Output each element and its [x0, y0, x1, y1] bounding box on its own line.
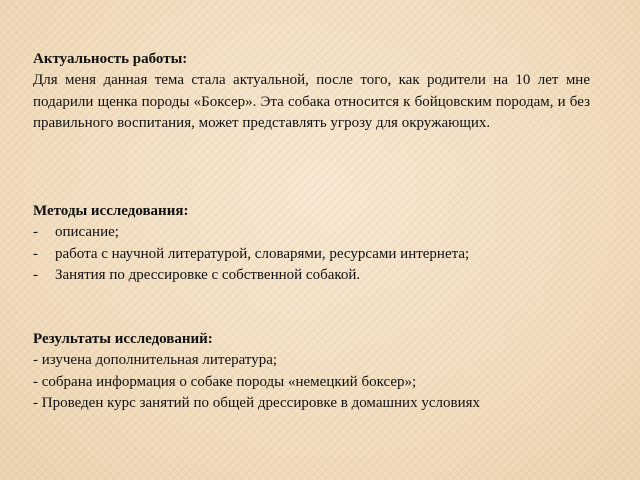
list-item — [33, 244, 590, 266]
relevance-text: Для меня данная тема стала актуальной, после того, как родители на 10 лет мне подарили щенка породы «Боксер». Эта собака относится к бойцовским породам, и без правильного воспитания, может представлять угрозу для окружающих. — [33, 72, 590, 131]
list-item — [33, 265, 590, 287]
slide-content — [33, 0, 590, 480]
methods-item-text: описание; — [55, 224, 119, 240]
results-item: - собрана информация о собаке породы «немецкий боксер»; — [33, 373, 417, 390]
list-item — [33, 222, 590, 244]
bullet-dash: - — [33, 224, 38, 240]
relevance-heading: Актуальность работы: — [33, 51, 188, 67]
bullet-dash: - — [33, 267, 38, 283]
results-item: - изучена дополнительная литература; — [33, 352, 278, 368]
methods-item-text: Занятия по дрессировке с собственной собакой. — [55, 267, 361, 283]
methods-list — [33, 222, 590, 287]
results-heading: Результаты исследований: — [33, 331, 213, 347]
results-section — [33, 328, 590, 415]
bullet-dash: - — [33, 245, 38, 262]
results-item: - Проведен курс занятий по общей дрессировке в домашних условиях — [33, 395, 480, 411]
methods-item-text: работа с научной литературой, словарями, ресурсами интернета; — [55, 245, 470, 262]
relevance-section — [33, 48, 590, 135]
methods-heading: Методы исследования: — [33, 203, 189, 219]
methods-section — [33, 200, 590, 287]
